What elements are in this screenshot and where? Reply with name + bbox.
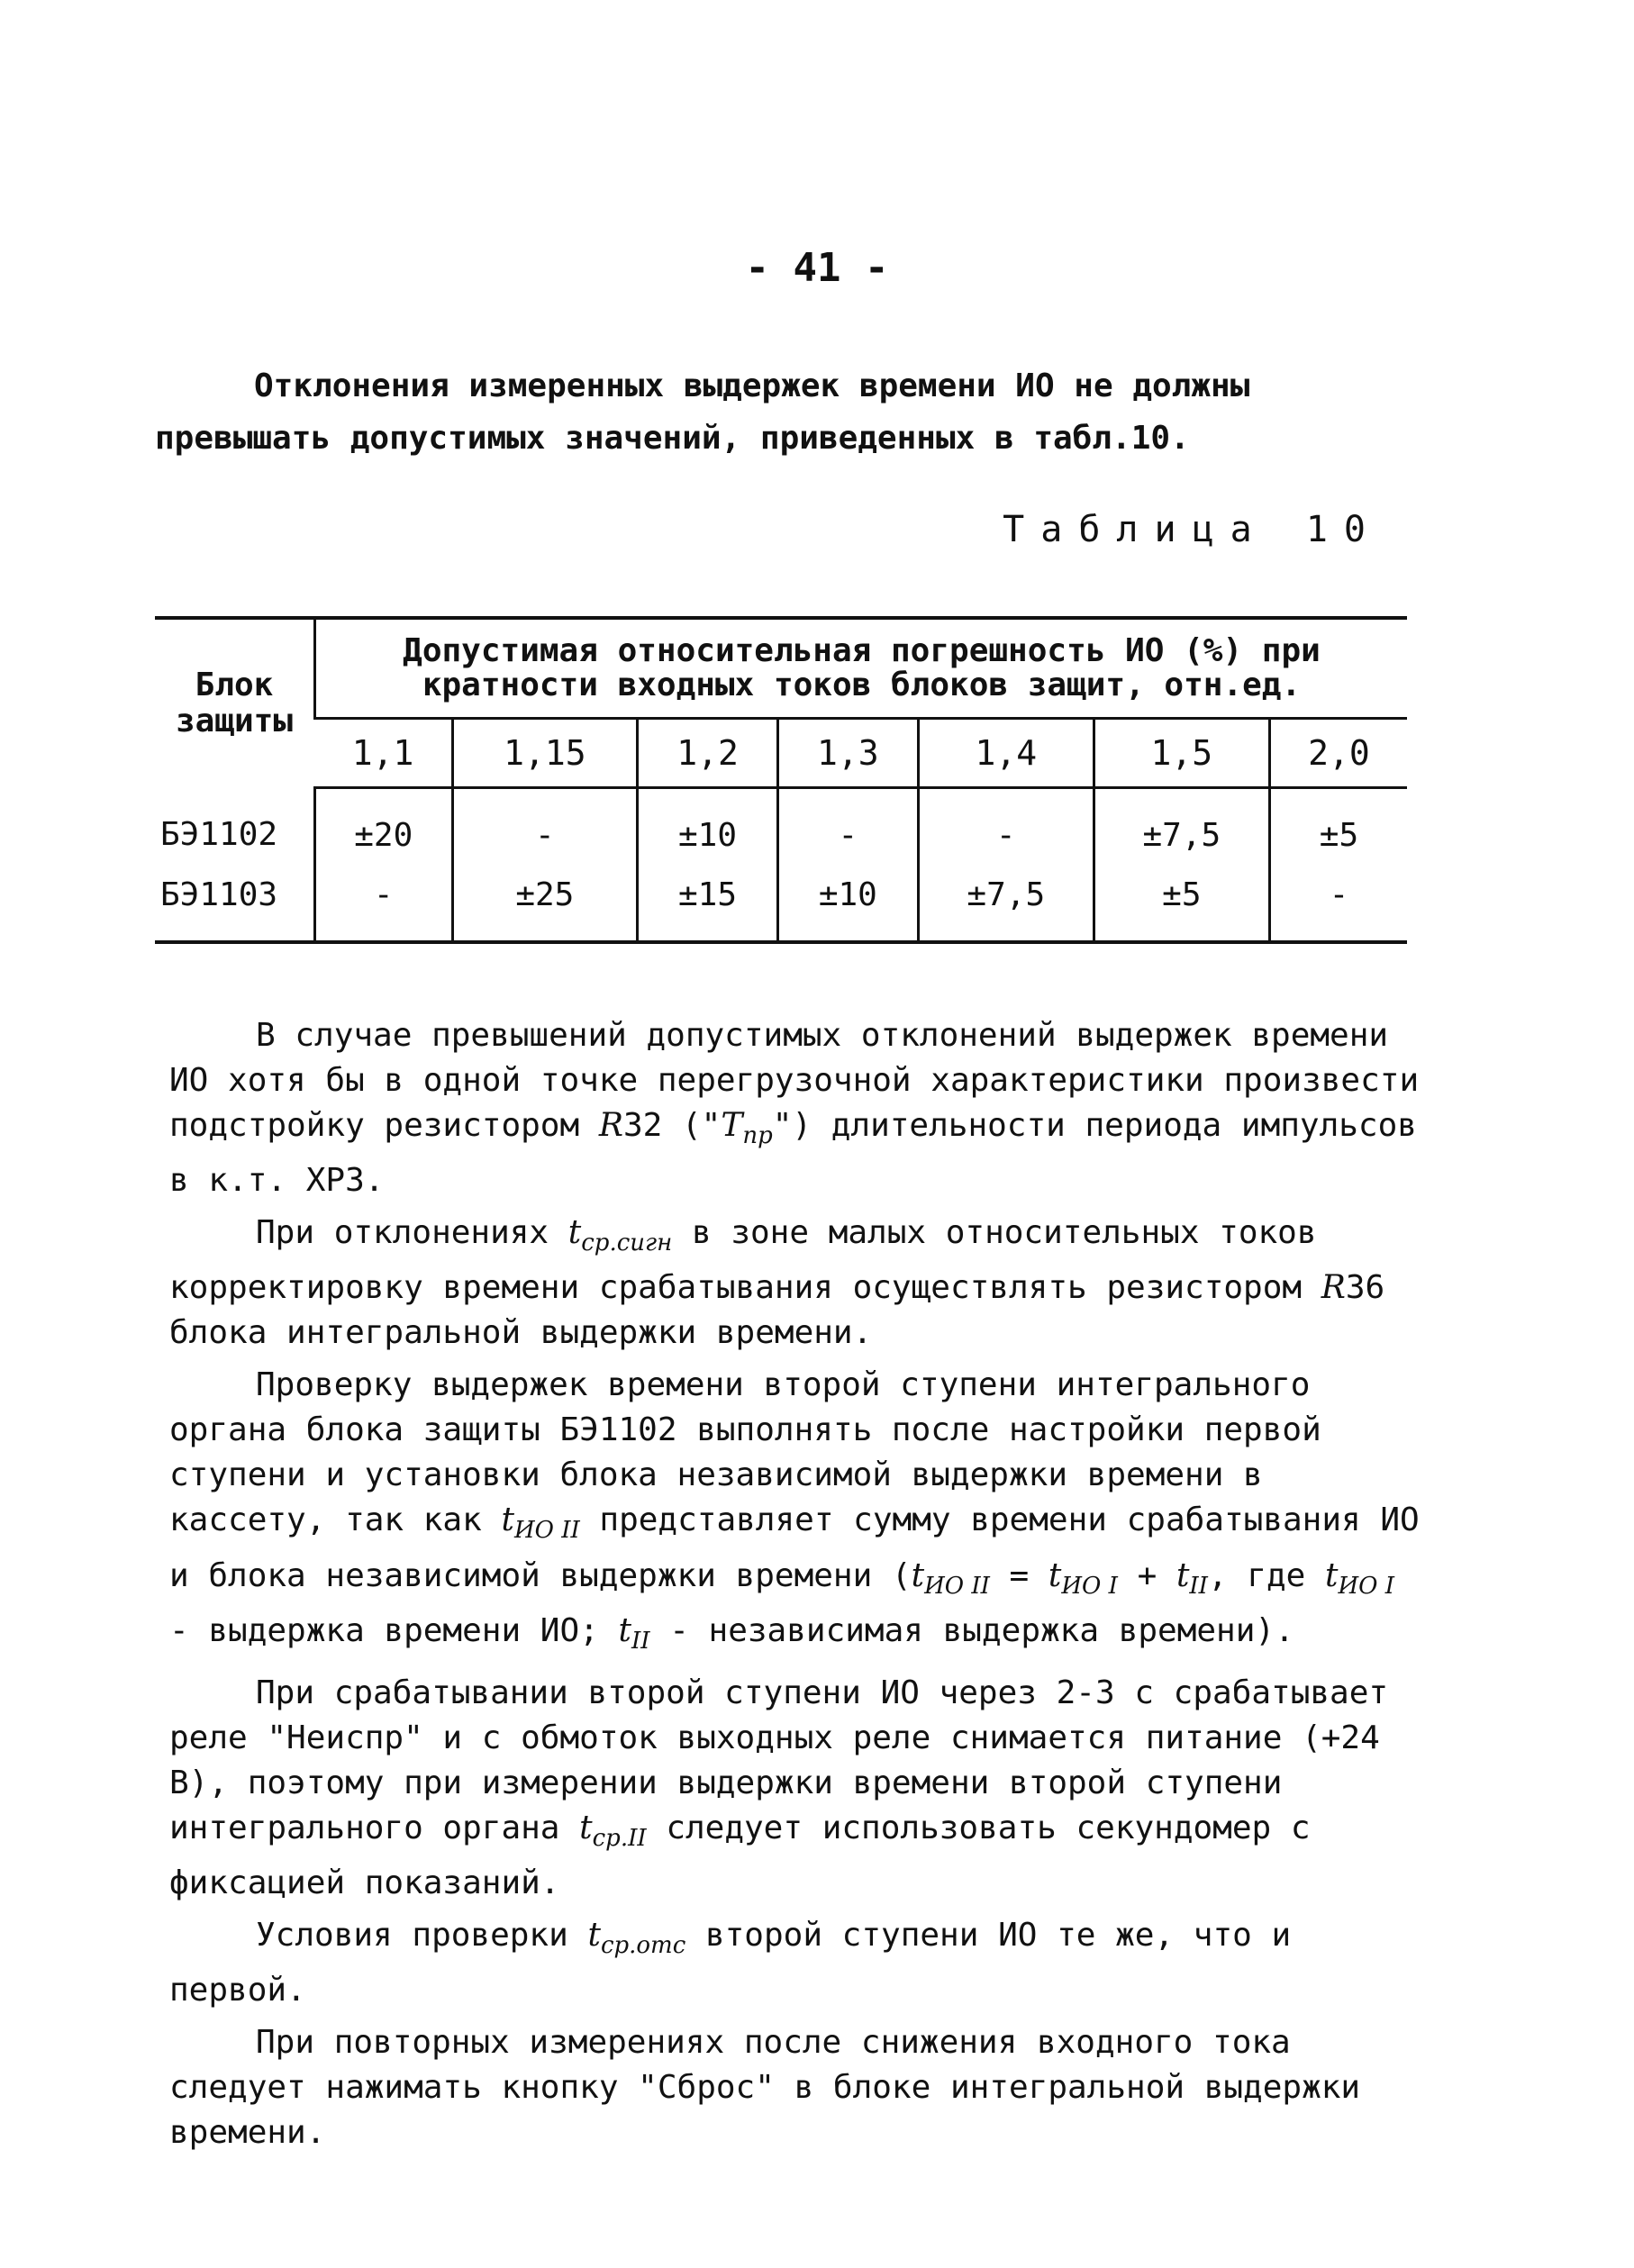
header-multiplicity: 2,0: [1269, 719, 1407, 788]
table-cell: ±10: [638, 788, 778, 866]
table-cell: -: [452, 788, 638, 866]
page-number: - 41 -: [745, 245, 889, 291]
intro-paragraph: Отклонения измеренных выдержек времени ИО не должны превышать допустимых значений, приведенных в табл.10.: [155, 367, 1250, 457]
table-cell: -: [918, 788, 1094, 866]
paragraph-adjustment: В случае превышений допустимых отклонений выдержек времени ИО хотя бы в одной точке перегрузочной характеристики произвести подстройку резистором R32 $("T_{пр}")$ длительности периода импульсов в к.т. ХР3.: [169, 1017, 1420, 1200]
paragraph-stopwatch: При срабатывании второй ступени ИО через 2-3 с срабатывает реле "Неиспр" и с обмоток выходных реле снимается питание (+24 В), поэтому при измерении выдержки времени второй ступени интегрального органа $t_{ср.II}$ следует использовать секундомер с фиксацией показаний.: [169, 1674, 1389, 1902]
table-cell: ±10: [777, 865, 918, 942]
header-multiplicity: 1,1: [315, 719, 453, 788]
table-cell: -: [777, 788, 918, 866]
header-multiplicity: 1,4: [918, 719, 1094, 788]
tolerance-table: [155, 616, 1407, 944]
header-block: Блок защиты: [155, 618, 315, 788]
table-cell: ±25: [452, 865, 638, 942]
table-cell: ±20: [315, 788, 453, 866]
paragraph-second-stage: Проверку выдержек времени второй ступени интегрального органа блока защиты БЭ1102 выполнять после настройки первой ступени и установки блока независимой выдержки времени в кассету, так как $t_{ИО II}$ представляет сумму времени срабатывания ИО и блока независимой выдержки времени ($t_{ИО II} = t_{ИО I} + t_{II}$, где $t_{ИО I}$ - выдержка времени ИО; $t_{II}$ - независимая выдержка времени).: [169, 1366, 1420, 1655]
header-multiplicity: 1,2: [638, 719, 778, 788]
paragraph-reset: При повторных измерениях после снижения входного тока следует нажимать кнопку "Сброс" в блоке интегральной выдержки времени.: [169, 2024, 1361, 2152]
block-name-cell: БЭ1102: [160, 815, 278, 853]
table-cell: ±5: [1094, 865, 1269, 942]
table-cell: ±7,5: [1094, 788, 1269, 866]
table-caption: Таблица 10: [1003, 509, 1382, 550]
table-cell: ±7,5: [918, 865, 1094, 942]
table-cell: -: [315, 865, 453, 942]
table-row: [155, 788, 1407, 866]
header-multiplicity: 1,15: [452, 719, 638, 788]
table-cell: ±5: [1269, 788, 1407, 866]
header-tolerance: Допустимая относительная погрешность ИО (%) при кратности входных токов блоков защит, отн.ед.: [315, 618, 1408, 719]
paragraph-conditions: Условия проверки $t_{ср.отс}$ второй ступени ИО те же, что и первой.: [169, 1917, 1292, 2009]
table-cell: -: [1269, 865, 1407, 942]
body-text: [169, 1013, 1430, 2163]
table-cell: ±15: [638, 865, 778, 942]
paragraph-deviation: При отклонениях $t_{ср.сигн}$ в зоне малых относительных токов корректировку времени срабатывания осуществлять резистором R36 блока интегральной выдержки времени.: [169, 1214, 1385, 1352]
block-name-cell: БЭ1103: [155, 865, 315, 942]
header-multiplicity: 1,5: [1094, 719, 1269, 788]
table-row: [155, 865, 1407, 942]
header-multiplicity: 1,3: [777, 719, 918, 788]
